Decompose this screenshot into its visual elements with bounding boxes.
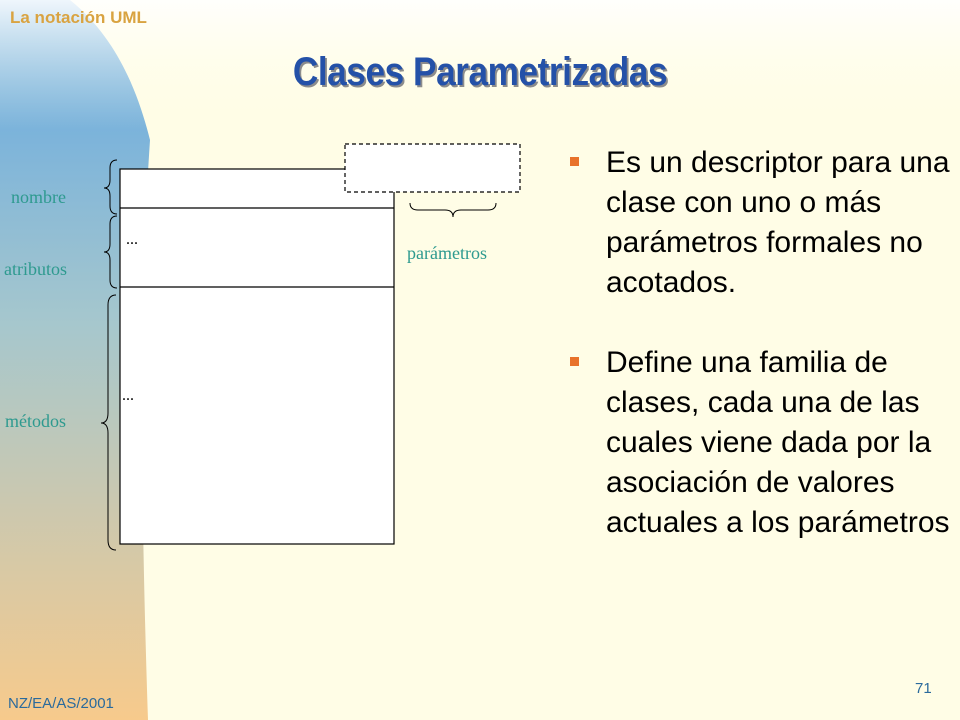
nombre-brace <box>104 160 117 214</box>
page-number: 71 <box>915 680 932 697</box>
class-box <box>120 169 394 544</box>
metodos-label: métodos <box>5 411 66 431</box>
atributos-brace <box>104 216 117 288</box>
metodos-brace <box>101 295 116 550</box>
bullet-text: Define una familia de clases, cada una de las cuales viene dada por la asociación de valores actuales a los parámetros <box>606 346 950 539</box>
parameters-box <box>345 144 520 192</box>
parametros-label: parámetros <box>407 243 487 263</box>
bullet-list <box>566 143 951 583</box>
nombre-label: nombre <box>11 187 66 207</box>
square-bullet-icon <box>570 157 579 166</box>
footer-authors: NZ/EA/AS/2001 <box>8 695 114 712</box>
slide-title: Clases Parametrizadas <box>292 50 668 94</box>
attributes-ellipsis: ... <box>126 231 138 248</box>
parametros-brace <box>410 203 496 217</box>
methods-ellipsis: ... <box>122 387 134 404</box>
atributos-label: atributos <box>4 259 67 279</box>
bullet-text: Es un descriptor para una clase con uno o más parámetros formales no acotados. <box>606 146 950 299</box>
bullet-item <box>566 343 951 543</box>
square-bullet-icon <box>570 357 579 366</box>
bullet-item <box>566 143 951 303</box>
section-header: La notación UML <box>10 8 147 27</box>
